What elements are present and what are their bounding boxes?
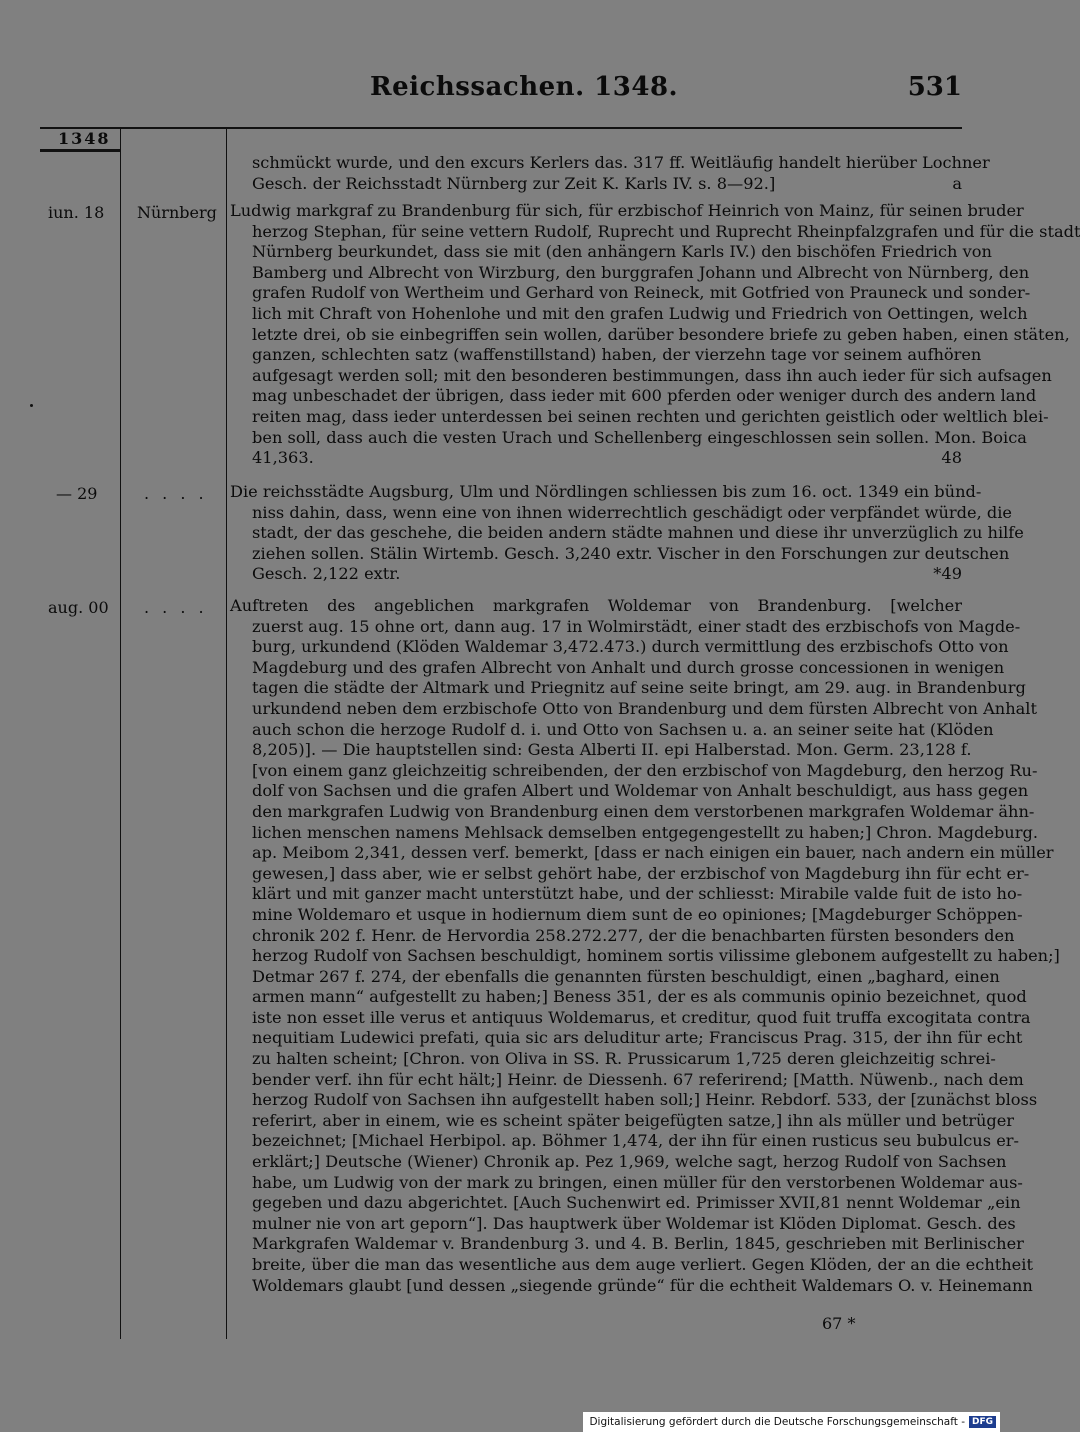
entry-place: Nürnberg (137, 203, 217, 222)
entry-continuation (230, 153, 990, 194)
entry-line: zuerst aug. 15 ohne ort, dann aug. 17 in Wolmirstädt, einer stadt des erzbischofs von Magde- (252, 616, 1021, 636)
entry-line: Woldemars glaubt [und dessen „siegende gründe“ für die echtheit Waldemars O. v. Heinemann (252, 1275, 1033, 1295)
entry-line: Ludwig markgraf zu Brandenburg für sich, für erzbischof Heinrich von Mainz, für seinen bruder (230, 201, 1024, 220)
footer-credit (583, 1412, 1000, 1432)
entry-line: chronik 202 f. Henr. de Hervordia 258.272.277, der die benachbarten fürsten besonders den (252, 925, 1015, 945)
entry-number: *49 (933, 564, 962, 584)
running-title: Reichssachen. 1348. (370, 72, 679, 102)
entry-line: ben soll, dass auch die vesten Urach und Schellenberg eingeschlossen sein sollen. Mon. Boica (252, 427, 1027, 447)
entry-line: klärt und mit ganzer macht unterstützt habe, und der schliesst: Mirabile valde fuit de isto ho- (252, 884, 1023, 904)
year-box (40, 129, 120, 152)
entry-line: gewesen,] dass aber, wie er selbst gehört habe, der erzbischof von Magdeburg ihn für echt er- (252, 863, 1030, 883)
entry-line: auch schon die herzoge Rudolf d. i. und Otto von Sachsen u. a. an seiner seite hat (Klöden (252, 719, 994, 739)
entry-line: iste non esset ille verus et antiquus Woldemarus, et creditur, quod fuit truffa excogitata contra (252, 1007, 1031, 1027)
entry-line: 8,205)]. — Die hauptstellen sind: Gesta Alberti II. epi Halberstad. Mon. Germ. 23,128 f. (252, 740, 972, 760)
entry-line: Bamberg und Albrecht von Wirzburg, den burggrafen Johann und Albrecht von Nürnberg, den (252, 262, 1030, 282)
entry-place: . . . . (144, 598, 208, 617)
entry-line: aufgesagt werden soll; mit den besonderen bestimmungen, dass ihn auch ieder für sich aufsagen (252, 365, 1052, 385)
column-divider-date (120, 129, 121, 1339)
header-rule (40, 127, 962, 129)
continuation-mark: 67 * (822, 1314, 856, 1333)
margin-speck (30, 404, 33, 407)
entry-line: reiten mag, dass ieder unterdessen bei seinen rechten und gerichten geistlich oder weltlich blei- (252, 406, 1049, 426)
entry-line: burg, urkundend (Klöden Waldemar 3,472.473.) durch vermittlung des erzbischofs Otto von (252, 637, 1009, 657)
entry-line: tagen die städte der Altmark und Priegnitz auf seine seite bringt, am 29. aug. in Brandenburg (252, 678, 1026, 698)
entry-line: Die reichsstädte Augsburg, Ulm und Nördlingen schliessen bis zum 16. oct. 1349 ein bünd- (230, 482, 982, 501)
entry-line: referirt, aber in einem, wie es scheint später beigefügten satze,] ihn als müller und betrüger (252, 1110, 1015, 1130)
entry-line: stadt, der das geschehe, die beiden andern städte mahnen und diese ihr unverzüglich zu hilfe (252, 523, 1024, 543)
page-number: 531 (907, 72, 962, 102)
entry-place: . . . . (144, 484, 208, 503)
entry-line: urkundend neben dem erzbischofe Otto von Brandenburg und dem fürsten Albrecht von Anhalt (252, 698, 1037, 718)
entry-line: herzog Rudolf von Sachsen ihn aufgestellt haben soll;] Heinr. Rebdorf. 533, der [zunächst bloss (252, 1090, 1038, 1110)
dfg-logo: DFG (969, 1416, 996, 1428)
entry-line: herzog Rudolf von Sachsen beschuldigt, hominem sortis vilissime glebonem aufgestellt zu haben;] (252, 946, 1060, 966)
entry-line: zu halten scheint; [Chron. von Oliva in SS. R. Prussicarum 1,725 deren gleichzeitig schrei- (252, 1049, 996, 1069)
entry-regest (230, 596, 1060, 1296)
entry-line: letzte drei, ob sie einbegriffen sein wollen, darüber besondere briefe zu geben haben, einen stäten, (252, 324, 1070, 344)
entry-date: aug. 00 (48, 598, 109, 617)
entry-line: bender verf. ihn für echt hält;] Heinr. de Diessenh. 67 referirend; [Matth. Nüwenb., nach dem (252, 1069, 1024, 1089)
entry-line: habe, um Ludwig von der mark zu bringen, einen müller für den verstorbenen Woldemar aus- (252, 1172, 1023, 1192)
entry-line: Magdeburg und des grafen Albrecht von Anhalt und durch grosse concessionen in wenigen (252, 657, 1005, 677)
entry-line: grafen Rudolf von Wertheim und Gerhard von Reineck, mit Gotfried von Prauneck und sonder- (252, 283, 1031, 303)
entry-line: bezeichnet; [Michael Herbipol. ap. Böhmer 1,474, der ihn für einen rusticus seu bubulcus er- (252, 1131, 1019, 1151)
entry-regest (230, 201, 1080, 469)
entry-line: den markgrafen Ludwig von Brandenburg einen dem verstorbenen markgrafen Woldemar ähn- (252, 801, 1035, 821)
entry-line: mulner nie von art geporn“]. Das hauptwerk über Woldemar ist Klöden Diplomat. Gesch. des (252, 1213, 1016, 1233)
footer-text: Digitalisierung gefördert durch die Deutsche Forschungsgemeinschaft - (589, 1416, 965, 1428)
entry-line: ap. Meibom 2,341, dessen verf. bemerkt, [dass er nach einigen ein bauer, nach andern ein müller (252, 843, 1054, 863)
entry-line: ziehen sollen. Stälin Wirtemb. Gesch. 3,240 extr. Vischer in den Forschungen zur deutschen (252, 543, 1010, 563)
year-label: 1348 (58, 129, 111, 148)
entry-line: lichen menschen namens Mehlsack demselben entgegengestellt zu haben;] Chron. Magdeburg. (252, 822, 1038, 842)
entry-line (230, 564, 962, 585)
entry-line: [von einem ganz gleichzeitig schreibenden, der den erzbischof von Magdeburg, den herzog Ru- (252, 760, 1038, 780)
entry-line: Auftreten des angeblichen markgrafen Woldemar von Brandenburg. [welcher (230, 596, 962, 615)
entry-line: Markgrafen Waldemar v. Brandenburg 3. und 4. B. Berlin, 1845, geschrieben mit Berlinischer (252, 1234, 1024, 1254)
entry-number: a (952, 173, 962, 193)
entry-line-text: Gesch. 2,122 extr. (252, 564, 401, 584)
entry-line: nequitiam Ludewici prefati, quia sic ars deluditur arte; Franciscus Prag. 315, der ihn für echt (252, 1028, 1023, 1048)
entry-line: mag unbeschadet der übrigen, dass ieder mit 600 pferden oder weniger durch des andern land (252, 386, 1037, 406)
entry-line: armen mann“ aufgestellt zu haben;] Beness 351, der es als communis opinio bezeichnet, quod (252, 987, 1027, 1007)
entry-line-text: 41,363. (252, 448, 314, 468)
entry-line (230, 448, 962, 469)
entry-line: schmückt wurde, und den excurs Kerlers das. 317 ff. Weitläufig handelt hierüber Lochner (252, 153, 990, 172)
entry-date: — 29 (56, 484, 98, 503)
entry-line: Nürnberg beurkundet, dass sie mit (den anhängern Karls IV.) den bischöfen Friedrich von (252, 242, 992, 262)
entry-line (230, 174, 962, 195)
column-divider-place (226, 129, 227, 1339)
entry-line: breite, über die man das wesentliche aus dem auge verliert. Gegen Klöden, der an die echtheit (252, 1255, 1033, 1274)
entry-line: erklärt;] Deutsche (Wiener) Chronik ap. Pez 1,969, welche sagt, herzog Rudolf von Sachsen (252, 1152, 1007, 1172)
entry-line: lich mit Chraft von Hohenlohe und mit den grafen Ludwig und Friedrich von Oettingen, welch (252, 303, 1028, 323)
entry-regest (230, 482, 1024, 585)
entry-number: 48 (941, 448, 962, 468)
entry-line: mine Woldemaro et usque in hodiernum diem sunt de eo opiniones; [Magdeburger Schöppen- (252, 904, 1023, 924)
entry-line: ganzen, schlechten satz (waffenstillstand) haben, der vierzehn tage vor seinem aufhören (252, 345, 982, 365)
entry-line: niss dahin, dass, wenn eine von ihnen widerrechtlich geschädigt oder verpfändet würde, die (252, 502, 1012, 522)
entry-date: iun. 18 (48, 203, 105, 222)
entry-line: dolf von Sachsen und die grafen Albert und Woldemar von Anhalt beschuldigt, aus hass gegen (252, 781, 1029, 801)
entry-line: Detmar 267 f. 274, der ebenfalls die genannten fürsten beschuldigt, einen „baghard, einen (252, 966, 1000, 986)
entry-line: herzog Stephan, für seine vettern Rudolf, Ruprecht und Ruprecht Rheinpfalzgrafen und für die stadt (252, 221, 1080, 241)
page-header (0, 72, 1000, 112)
entry-line: gegeben und dazu abgerichtet. [Auch Suchenwirt ed. Primisser XVII,81 nennt Woldemar „ein (252, 1193, 1021, 1213)
entry-line-text: Gesch. der Reichsstadt Nürnberg zur Zeit K. Karls IV. s. 8—92.] (252, 173, 776, 193)
